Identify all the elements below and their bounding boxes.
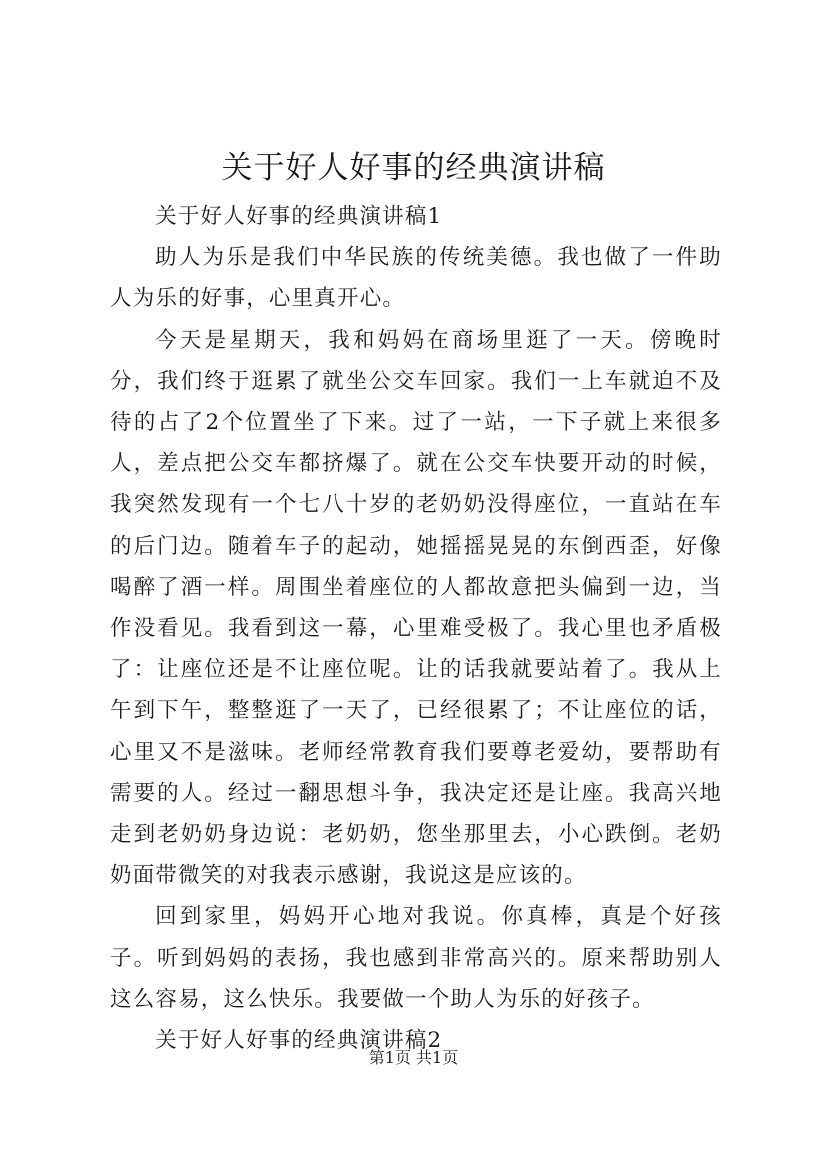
paragraph: 今天是星期天，我和妈妈在商场里逛了一天。傍晚时分，我们终于逛累了就坐公交车回家。我们一上车就迫不及待的占了2个位置坐了下来。过了一站，一下子就上来很多人，差点把公交车都挤爆了。就在公交车快要开动的时候，我突然发现有一个七八十岁的老奶奶没得座位，一直站在车的后门边。随着车子的起动，她摇摇晃晃的东倒西歪，好像喝醉了酒一样。周围坐着座位的人都故意把头偏到一边，当作没看见。我看到这一幕，心里难受极了。我心里也矛盾极了：让座位还是不让座位呢。让的话我就要站着了。我从上午到下午，整整逛了一天了，已经很累了；不让座位的话，心里又不是滋味。老师经常教育我们要尊老爱幼，要帮助有需要的人。经过一翻思想斗争，我决定还是让座。我高兴地走到老奶奶身边说：老奶奶，您坐那里去，小心跌倒。老奶奶面带微笑的对我表示感谢，我说这是应该的。 xyxy=(110,327,722,889)
page-footer: 第1页 共1页 xyxy=(368,1048,459,1067)
paragraph: 助人为乐是我们中华民族的传统美德。我也做了一件助人为乐的好事，心里真开心。 xyxy=(110,245,722,312)
paragraph: 回到家里，妈妈开心地对我说。你真棒，真是个好孩子。听到妈妈的表扬，我也感到非常高兴的。原来帮助别人这么容易，这么快乐。我要做一个助人为乐的好孩子。 xyxy=(110,904,722,1012)
document-title: 关于好人好事的经典演讲稿 xyxy=(221,150,606,186)
section-heading-2: 关于好人好事的经典演讲稿2 xyxy=(155,1028,443,1054)
document-body xyxy=(110,196,722,1061)
section-heading-1: 关于好人好事的经典演讲稿1 xyxy=(155,204,443,229)
